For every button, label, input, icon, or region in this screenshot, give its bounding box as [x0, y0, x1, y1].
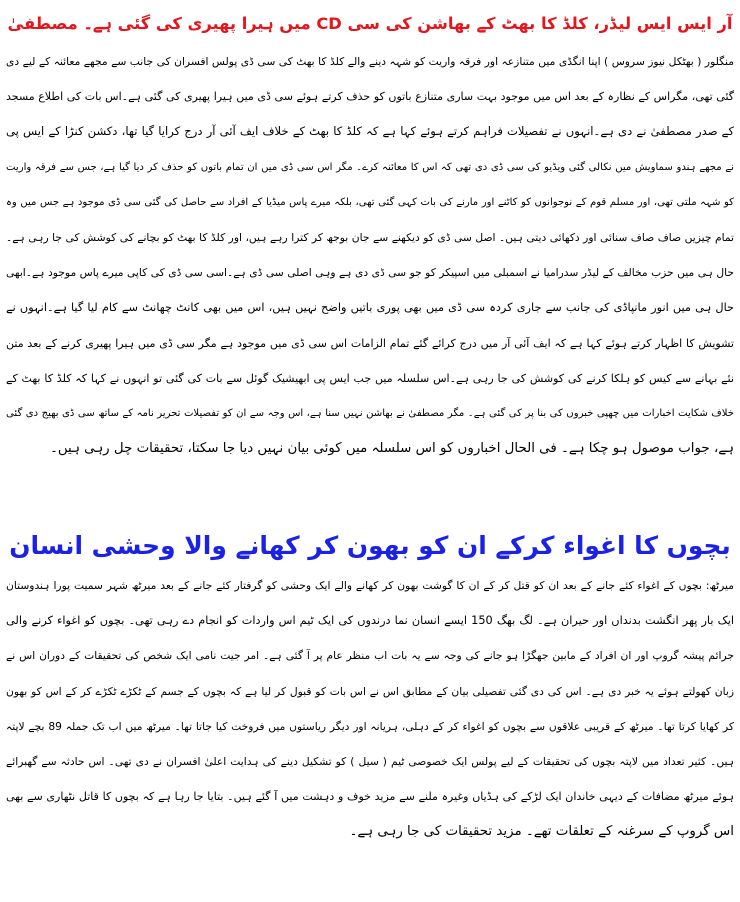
article-1-line: تمام چیزیں صاف صاف سنائی اور دکھائی دیتی ہیں۔ اصل سی ڈی کو دیکھنے سے جان بوجھ کر کترا رہے ہیں، اور کلڈ کا بھٹ کو بچانے کی کوشش کی جا رہی ہے۔ [6, 231, 734, 245]
article-1-line: حال ہی میں حزب مخالف کے لیڈر سدرامیا نے اسمبلی میں اسپیکر کو جو سی ڈی دی ہے وہی اصلی سی ڈی ہے۔اسی سی ڈی کی کاپی میرے پاس موجود ہے۔ابھی [6, 266, 734, 280]
article-1-line: ہے، جواب موصول ہو چکا ہے۔ فی الحال اخباروں کو اس سلسلہ میں کوئی بیان نہیں دیا جا سکتا، تحقیقات چل رہی ہیں۔ [49, 441, 734, 457]
article-2-line: اس گروپ کے سرغنہ کے تعلقات تھے۔ مزید تحقیقات کی جا رہی ہے۔ [349, 824, 734, 840]
article-2-line: زبان کھولتے ہوئے یہ خبر دی ہے۔ اس کی دی گئی تفصیلی بیان کے مطابق اس نے اس بات کو قبول کر لیا ہے کہ بچوں کے جسم کے ٹکڑے ٹکڑے کر کے اس کو بھون [6, 684, 734, 698]
article-2-body [6, 568, 734, 902]
article-1-line: کو شہہ ملتی تھی، اور مسلم قوم کے نوجوانوں کو کاٹنے اور مارنے کی بات کہی گئی تھی، بلکہ میرے پاس میڈیا کے افراد سے حاصل کی گئی سی ڈی موجود ہے جس میں وہ [6, 196, 734, 208]
article-1-line: تشویش کا اظہار کرتے ہوئے کہا ہے کہ ایف آئی آر میں درج کرائے گئے تمام الزامات اس سی ڈی میں موجود ہے مگر سی ڈی میں ہیرا پھیری کرنے کے بعد متن [6, 336, 734, 350]
article-2-line: ہوئے میرٹھ مضافات کے دیہی خاندان ایک لڑکے کی ہڈیاں وغیرہ ملنے سے مزید خوف و دہشت میں آ گئے ہیں۔ بتایا جا رہا ہے کہ بچوں کا قاتل نٹھاری سے بھی [6, 790, 734, 804]
article-1-line: کے صدر مصطفیٰ نے دی ہے۔انہوں نے تفصیلات فراہم کرتے ہوئے کہا ہے کہ کلڈ کا بھٹ کے خلاف ایف آئی آر درج کرایا گیا تھا، دکشن کنڑا کے ایس پی [6, 124, 734, 139]
article-2-line: کر کھایا کرتا تھا۔ میرٹھ کے قریبی علاقوں سے بچوں کو اغواء کر کے دہلی، ہریانہ اور دیگر ریاستوں میں فروخت کیا جاتا تھا۔ میرٹھ میں اب تک جملہ 89 بچے لاپتہ [6, 719, 734, 733]
article-2-line: میرٹھ: بچوں کے اغواء کئے جانے کے بعد ان کو قتل کر کے ان کا گوشت بھون کر کھانے والے ایک وحشی کو گرفتار کئے جانے کے بعد میرٹھ شہر سمیت پورا ہندوستان [6, 579, 734, 592]
article-1-line: حال ہی میں انور مانپاڈی کی جانب سے جاری کردہ سی ڈی میں بھی پوری باتیں واضح نہیں ہیں، اس میں بھی کانٹ چھانٹ سے کام لیا گیا ہے۔انہوں نے [6, 301, 734, 315]
article-2-line: ہیں۔ کثیر تعداد میں لاپتہ بچوں کی تحقیقات کے لیے پولس ایک خصوصی ٹیم ( سیل ) کو تشکیل دینے کی ہدایت اعلیٰ افسران نے دی تھی۔ اس حادثہ سے گھبرائے [6, 755, 734, 769]
article-2-line: جرائم پیشہ گروپ اور ان افراد کے مابین جھگڑا ہو جانے کی وجہ سے یہ بات اب منظر عام پر آ گئی ہے۔ امر جیت نامی ایک شخص کی تحقیقات کے دوران اس نے [6, 649, 734, 663]
article-1-headline: آر ایس ایس لیڈر، کلڈ کا بھٹ کے بھاشن کی سی CD میں ہیرا پھیری کی گئی ہے۔ مصطفیٰ [7, 14, 733, 33]
article-2-headline: بچوں کا اغواء کرکے ان کو بھون کر کھانے والا وحشی انسان [9, 531, 731, 560]
article-1-body [6, 44, 734, 522]
article-1-line: گئی تھی، مگراس کے نظارہ کے بعد اس میں موجود بہت ساری متنازع باتوں کو حذف کرتے ہوئے سی ڈی میں ہیرا پھیری کی گئی ہے۔اس بات کی اطلاع مسجد [6, 90, 734, 104]
article-1-line: نئے بہانے سے کیس کو ہلکا کرنے کی کوشش کی جا رہی ہے۔اس سلسلہ میں جب ایس پی ابھیشیک گوئل سے بات کی گئی تو انہوں نے کہا کہ کلڈ کا بھٹ کے [6, 371, 734, 385]
article-2-line: ایک بار پھر انگشت بدنداں اور حیران ہے۔ لگ بھگ 150 ایسے انسان نما درندوں کی ایک ٹیم اس واردات کو انجام دے رہی تھی۔ بچوں کو اغواء کرنے والی [6, 614, 734, 628]
article-1-line: خلاف شکایت اخبارات میں چھپی خبروں کی بنا پر کی گئی ہے۔ مگر مصطفیٰ نے بھاشن نہیں سنا ہے، اس وجہ سے ان کو تفصیلات تحریر نامہ کے ساتھ سی ڈی بھیج دی گئی [6, 408, 734, 420]
article-1-line: نے مجھے ہندو سماویش میں نکالی گئی ویڈیو کی سی ڈی دی تھی کہ اس کا معائنہ کرے۔ مگر اس سی ڈی میں ان تمام باتوں کو حذف کر دیا گیا ہے، جس سے فرقہ واریت [6, 161, 734, 173]
article-1-line: منگلور ( بھٹکل نیوز سروس ) اپنا انگڈی میں متنازعہ اور فرقہ واریت کو شہہ دینے والے کلڈ کا بھٹ کی سی ڈی پولس افسران کی جانب سے مجھے معائنہ کے لیے دی [6, 55, 734, 68]
